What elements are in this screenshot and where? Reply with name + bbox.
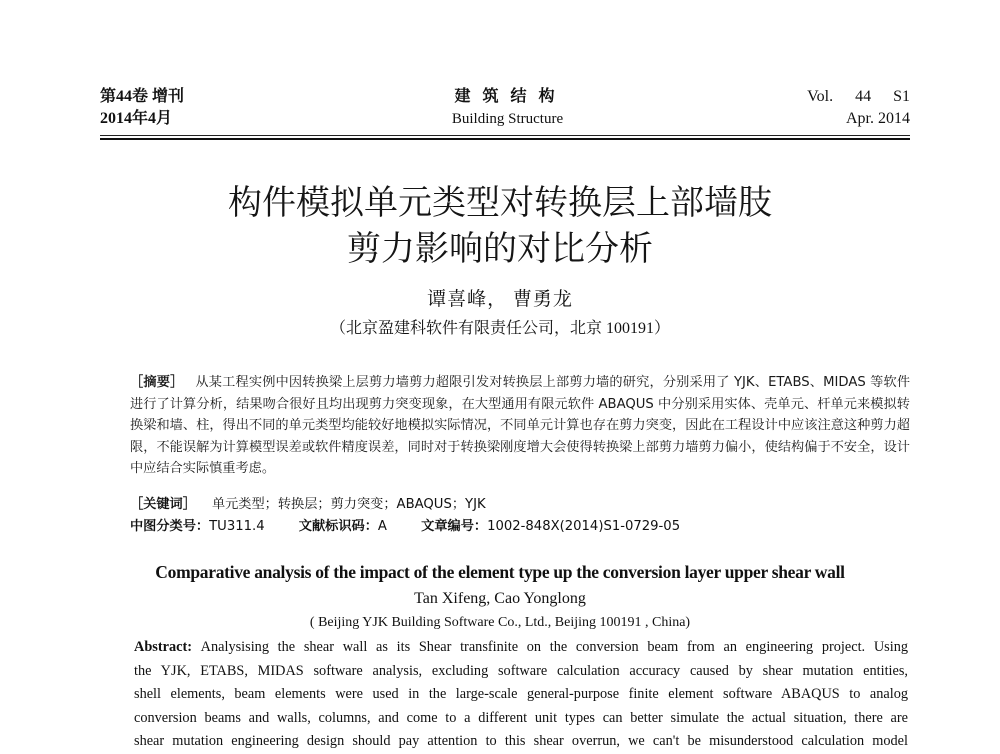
document-code bbox=[299, 517, 387, 537]
affiliation-en: ( Beijing YJK Building Software Co., Ltd., Beijing 100191 , China) bbox=[309, 615, 691, 630]
abstract-en-line-1 bbox=[134, 636, 908, 660]
date-en: Apr. 2014 bbox=[846, 110, 910, 127]
clc-value: TU311.4 bbox=[209, 519, 265, 534]
article-id bbox=[421, 517, 680, 537]
keywords-cn-label: ［关键词］ bbox=[130, 497, 196, 512]
paper-title-cn bbox=[0, 180, 1000, 272]
title-cn-line-1: 构件模拟单元类型对转换层上部墙肢 bbox=[228, 183, 772, 223]
document-code-label: 文献标识码： bbox=[298, 519, 378, 534]
article-id-value: 1002-848X(2014)S1-0729-05 bbox=[487, 519, 681, 534]
title-cn-line-2: 剪力影响的对比分析 bbox=[347, 229, 653, 269]
header-rule-thin bbox=[100, 135, 910, 136]
authors-cn: 谭喜峰， 曹勇龙 bbox=[427, 289, 573, 310]
abstract-en-line-4: conversion beams and walls, columns, and come to a different unit types can better simulate the actual situation, there are bbox=[134, 709, 908, 726]
header-right bbox=[807, 86, 910, 130]
abstract-en-line-3: shell elements, beam elements were used in the large-scale general-purpose finite element software ABAQUS to analog bbox=[134, 686, 908, 703]
article-id-label: 文章编号： bbox=[421, 519, 488, 534]
volume-en: Vol. 44 S1 bbox=[807, 88, 910, 105]
classification-line bbox=[130, 517, 910, 537]
abstract-cn-label: ［摘要］ bbox=[130, 375, 184, 390]
document-code-value: A bbox=[377, 519, 387, 534]
journal-name-cn: 建筑结构 bbox=[454, 88, 567, 105]
paper-title-en: Comparative analysis of the impact of the element type up the conversion layer upper shear wall bbox=[155, 562, 845, 582]
keywords-cn-text: 单元类型；转换层；剪力突变；ABAQUS；YJK bbox=[211, 497, 486, 512]
journal-name-en: Building Structure bbox=[451, 111, 564, 127]
abstract-en bbox=[134, 636, 908, 754]
header-left bbox=[100, 86, 184, 130]
date-cn: 2014年4月 bbox=[100, 110, 173, 127]
abstract-en-line-2: the YJK, ETABS, MIDAS software analysis, excluding software calculation accuracy caused by shear mutation entities, bbox=[134, 662, 908, 679]
abstract-en-line-5: shear mutation engineering design should pay attention to this shear overrun, we can't be misunderstood calculation model bbox=[134, 733, 908, 750]
authors-en: Tan Xifeng, Cao Yonglong bbox=[414, 590, 586, 607]
clc-number bbox=[130, 517, 265, 537]
header-rule-thick bbox=[100, 138, 910, 140]
volume-issue-cn: 第44卷 增刊 bbox=[100, 88, 185, 105]
header-center bbox=[440, 86, 575, 130]
running-header bbox=[100, 86, 910, 136]
clc-label: 中图分类号： bbox=[130, 519, 210, 534]
abstract-cn-text: 从某工程实例中因转换梁上层剪力墙剪力超限引发对转换层上部剪力墙的研究，分别采用了 YJK、ETABS、MIDAS 等软件进行了计算分析，结果吻合很好且均出现剪力突变现象，在大型通用有限元软件 ABAQUS 中分别采用实体、壳单元、杆单元来模拟转换梁和墙、柱，得出不同的单元类型均能较好地模拟实际情况，不同单元计算也存在剪力突变，因此在工程设计中应该注意这种剪力超限，不能误解为计算模型误差或软件精度误差，同时对于转换梁刚度增大会使得转换梁上部剪力墙剪力偏小，使结构偏于不安全，设计中应结合实际慎重考虑。 bbox=[130, 375, 911, 476]
abstract-cn bbox=[130, 372, 910, 480]
abstract-en-label-sep: : bbox=[187, 639, 201, 655]
affiliation-cn: （北京盈建科软件有限责任公司，北京 100191） bbox=[329, 320, 670, 337]
abstract-en-text-1: Analysising the shear wall as its Shear transfinite on the conversion beam from an engineering project. Using bbox=[200, 639, 908, 655]
keywords-cn bbox=[130, 495, 910, 515]
abstract-en-label: Abstract bbox=[134, 639, 188, 655]
